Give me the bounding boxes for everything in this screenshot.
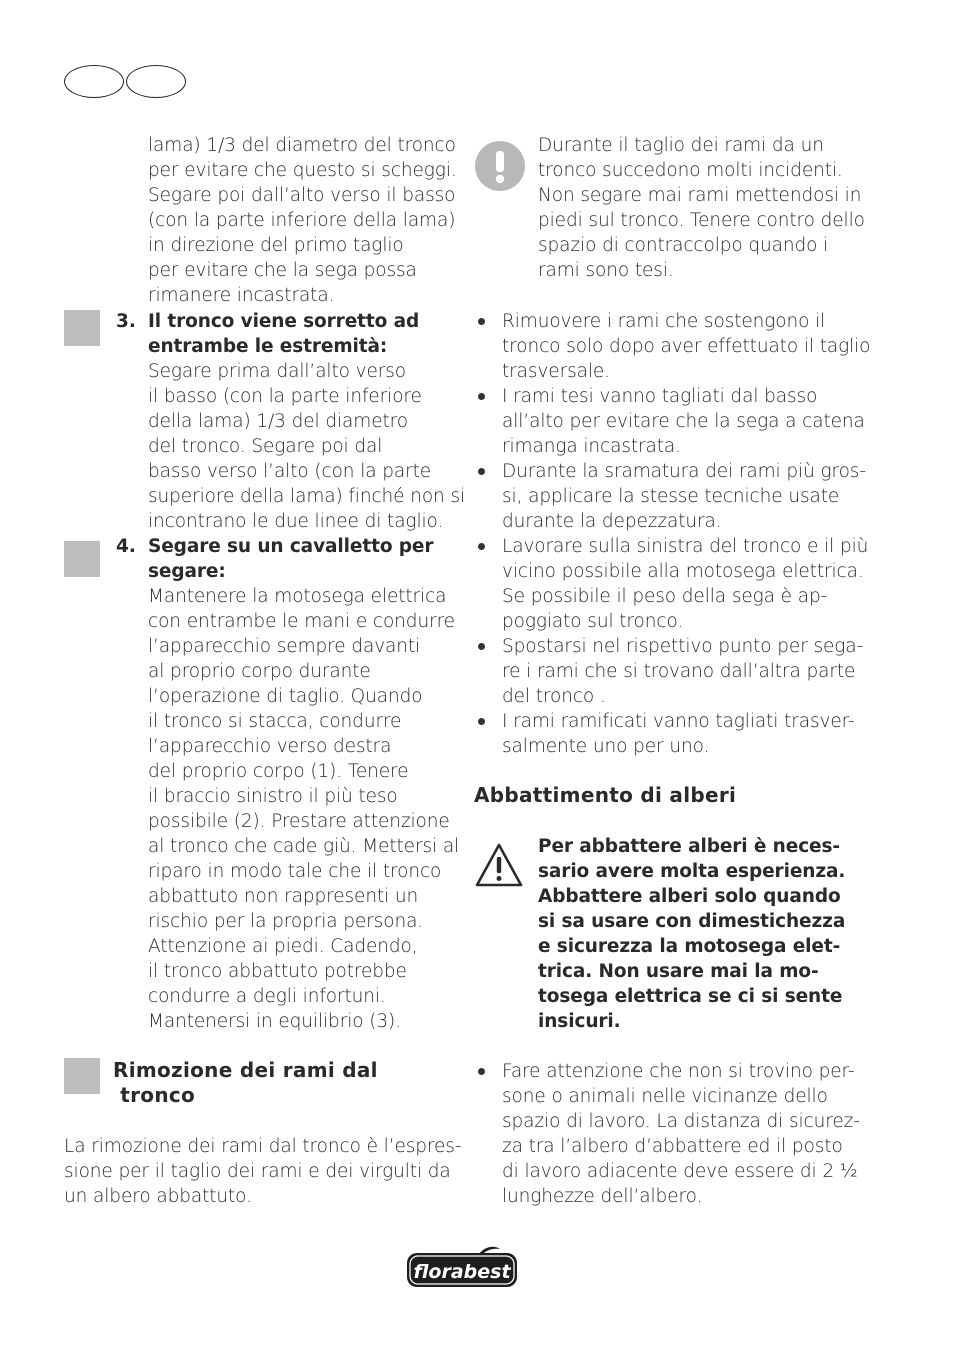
text-line: tronco solo dopo aver effettuato il taglio: [502, 336, 871, 357]
text-line: Durante il taglio dei rami da un: [538, 135, 824, 156]
text-line: trica. Non usare mai la mo-: [538, 961, 819, 982]
warning-text: [538, 834, 845, 1034]
text-line: il tronco abbattuto potrebbe: [148, 961, 407, 982]
text-line: Per abbattere alberi è neces-: [538, 836, 840, 857]
step3-title: entrambe le estremità:: [148, 336, 388, 357]
text-line: spazio di contraccolpo quando i: [538, 235, 829, 256]
step4-title: segare:: [148, 561, 226, 582]
text-line: del tronco. Segare poi dal: [148, 436, 383, 457]
text-line: al proprio corpo durante: [148, 661, 371, 682]
text-line: Lavorare sulla sinistra del tronco e il più: [502, 536, 869, 557]
text-line: l’apparecchio verso destra: [148, 736, 392, 757]
text-line: riparo in modo tale che il tronco: [148, 861, 442, 882]
text-line: Segare poi dall’alto verso il basso: [148, 185, 456, 206]
logo-text: florabest: [413, 1261, 511, 1283]
text-line: sione per il taglio dei rami e dei virgulti da: [64, 1161, 451, 1182]
language-oval-left: [64, 65, 124, 98]
text-line: Durante la sramatura dei rami più gros-: [502, 461, 866, 482]
text-line: Spostarsi nel rispettivo punto per sega-: [502, 636, 864, 657]
text-line: La rimozione dei rami dal tronco è l’espres-: [64, 1136, 462, 1157]
text-line: basso verso l’alto (con la parte: [148, 461, 432, 482]
text-line: possibile (2). Prestare attenzione: [148, 811, 450, 832]
section-heading: [474, 783, 736, 808]
language-oval-right: [126, 65, 186, 98]
text-line: superiore della lama) finché non si: [148, 486, 466, 507]
text-line: un albero abbattuto.: [64, 1186, 252, 1207]
text-line: Mantenere la motosega elettrica: [148, 586, 447, 607]
text-line: si, applicare la stesse tecniche usate: [502, 486, 840, 507]
text-line: il braccio sinistro il più teso: [148, 786, 398, 807]
text-line: rischio per la propria persona.: [148, 911, 424, 932]
text-line: per evitare che questo si scheggi.: [148, 160, 457, 181]
text-line: e sicurezza la motosega elet-: [538, 936, 841, 957]
bullet-dot: [478, 1068, 485, 1075]
list-item: [502, 309, 870, 384]
heading-abbattimento: Abbattimento di alberi: [474, 783, 737, 807]
text-line: sario avere molta esperienza.: [538, 861, 846, 882]
warning-triangle-icon: [474, 842, 524, 888]
bullet-dot: [478, 318, 485, 325]
text-line: di lavoro adiacente deve essere di 2 ½: [502, 1161, 858, 1182]
list-item: [502, 384, 865, 459]
bullet-dot: [478, 468, 485, 475]
text-line: incontrano le due linee di taglio.: [148, 511, 444, 532]
florabest-logo: [405, 1245, 519, 1289]
text-line: Fare attenzione che non si trovino per-: [502, 1061, 855, 1082]
text-line: lunghezze dell’albero.: [502, 1186, 703, 1207]
text-line: lama) 1/3 del diametro del tronco: [148, 135, 456, 156]
text-line: Attenzione ai piedi. Cadendo,: [148, 936, 418, 957]
step4-number: 4.: [116, 536, 136, 557]
section-heading-line: tronco: [113, 1083, 196, 1107]
text-line: Non segare mai rami mettendosi in: [538, 185, 862, 206]
text-line: rami sono tesi.: [538, 260, 674, 281]
notice-text: [538, 133, 865, 283]
text-line: tosega elettrica se ci si sente: [538, 986, 843, 1007]
text-line: con entrambe le mani e condurre: [148, 611, 455, 632]
text-line: abbattuto non rappresenti un: [148, 886, 419, 907]
section-text: [64, 1134, 461, 1209]
text-line: (con la parte inferiore della lama): [148, 210, 456, 231]
list-item: [502, 634, 863, 709]
text-line: za tra l’albero d’abbattere ed il posto: [502, 1136, 843, 1157]
list-item: [502, 534, 868, 634]
text-line: Rimuovere i rami che sostengono il: [502, 311, 826, 332]
text-line: tronco succedono molti incidenti.: [538, 160, 843, 181]
text-line: Segare prima dall’alto verso: [148, 361, 407, 382]
text-line: il basso (con la parte inferiore: [148, 386, 422, 407]
text-line: spazio di lavoro. La distanza di sicurez-: [502, 1111, 860, 1132]
step3-title: Il tronco viene sorretto ad: [148, 311, 420, 332]
text-line: re i rami che si trovano dall’altra parte: [502, 661, 856, 682]
step4-block: [148, 534, 459, 1034]
text-line: salmente uno per uno.: [502, 736, 710, 757]
section-heading: [113, 1058, 378, 1108]
bullet-dot: [478, 643, 485, 650]
text-line: I rami tesi vanno tagliati dal basso: [502, 386, 818, 407]
section-heading-line: Rimozione dei rami dal: [113, 1058, 378, 1082]
text-line: della lama) 1/3 del diametro: [148, 411, 408, 432]
text-line: sone o animali nelle vicinanze dello: [502, 1086, 828, 1107]
step4-title: Segare su un cavalletto per: [148, 536, 434, 557]
text-line: al tronco che cade giù. Mettersi al: [148, 836, 460, 857]
list-item: [502, 709, 855, 759]
list-item: [502, 1059, 860, 1209]
bullet-dot: [478, 543, 485, 550]
text-line: Se possibile il peso della sega è ap-: [502, 586, 828, 607]
intro-paragraph: [148, 133, 457, 308]
text-line: I rami ramificati vanno tagliati trasver-: [502, 711, 855, 732]
step4-image-placeholder: [64, 541, 100, 577]
section-image-placeholder: [64, 1058, 100, 1094]
list-item: [502, 459, 866, 534]
text-line: il tronco si stacca, condurre: [148, 711, 402, 732]
exclamation-circle-icon: [475, 141, 525, 191]
text-line: Mantenersi in equilibrio (3).: [148, 1011, 401, 1032]
bullet-dot: [478, 393, 485, 400]
step3-number: 3.: [116, 311, 136, 332]
text-line: poggiato sul tronco.: [502, 611, 684, 632]
step3-image-placeholder: [64, 310, 100, 346]
text-line: Abbattere alberi solo quando: [538, 886, 841, 907]
text-line: per evitare che la sega possa: [148, 260, 417, 281]
text-line: insicuri.: [538, 1011, 621, 1032]
text-line: condurre a degli infortuni.: [148, 986, 386, 1007]
text-line: in direzione del primo taglio: [148, 235, 404, 256]
text-line: l’operazione di taglio. Quando: [148, 686, 423, 707]
text-line: vicino possibile alla motosega elettrica.: [502, 561, 864, 582]
text-line: piedi sul tronco. Tenere contro dello: [538, 210, 865, 231]
text-line: l’apparecchio sempre davanti: [148, 636, 421, 657]
text-line: si sa usare con dimestichezza: [538, 911, 846, 932]
text-line: rimanere incastrata.: [148, 285, 335, 306]
step3-block: [148, 309, 465, 534]
text-line: trasversale.: [502, 361, 610, 382]
text-line: all’alto per evitare che la sega a catena: [502, 411, 865, 432]
text-line: del proprio corpo (1). Tenere: [148, 761, 409, 782]
text-line: del tronco .: [502, 686, 606, 707]
bullet-dot: [478, 718, 485, 725]
text-line: rimanga incastrata.: [502, 436, 681, 457]
text-line: durante la depezzatura.: [502, 511, 722, 532]
